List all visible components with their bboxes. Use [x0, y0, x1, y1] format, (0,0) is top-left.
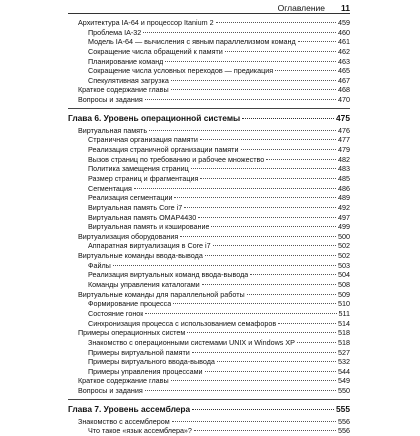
entry-title: Сокращение числа условных переходов — предикация: [88, 66, 274, 76]
dot-leader: [143, 32, 336, 33]
toc-entry: [68, 174, 350, 184]
entry-page-number: 462: [338, 46, 350, 56]
toc-entry: [68, 95, 350, 105]
dot-leader: [198, 217, 336, 218]
entry-page-number: 555: [336, 403, 350, 414]
entry-page-number: 503: [338, 260, 350, 270]
dot-leader: [216, 22, 336, 23]
entry-title: Примеры управления процессами: [88, 366, 203, 376]
dot-leader: [247, 294, 336, 295]
entry-title: Состояние гонок: [88, 308, 144, 318]
entry-title: Реализация сегментации: [88, 193, 173, 203]
entry-page-number: 467: [338, 75, 350, 85]
toc-entry: [68, 66, 350, 76]
dot-leader: [171, 380, 336, 381]
toc-entry: [68, 338, 350, 348]
dot-leader: [174, 197, 336, 198]
entry-page-number: 497: [338, 212, 350, 222]
entry-title: Что такое «язык ассемблера»?: [88, 426, 192, 436]
entry-page-number: 508: [338, 280, 350, 290]
toc-entry: [68, 348, 350, 358]
entry-title: Примеры виртуального ввода-вывода: [88, 357, 215, 367]
entry-title: Файлы: [88, 260, 111, 270]
entry-title: Команды управления каталогами: [88, 280, 200, 290]
entry-page-number: 477: [338, 135, 350, 145]
entry-title: Виртуальная память и кэширование: [88, 222, 210, 232]
dot-leader: [113, 265, 336, 266]
toc-entry: [68, 309, 350, 319]
entry-page-number: 518: [338, 337, 350, 347]
dot-leader: [180, 236, 336, 237]
toc-entry: [68, 251, 350, 261]
entry-title: Архитектура IA-64 и процессор Itanium 2: [78, 18, 214, 27]
entry-title: Глава 7. Уровень ассемблера: [68, 403, 191, 414]
toc-entry: [68, 164, 350, 174]
dot-leader: [225, 51, 336, 52]
dot-leader: [149, 130, 336, 131]
toc-entry: [68, 232, 350, 242]
entry-page-number: 459: [338, 18, 350, 27]
entry-title: Вопросы и задания: [78, 386, 143, 396]
entry-title: Виртуальная память OMAP4430: [88, 212, 197, 222]
table-of-contents: [68, 18, 350, 436]
toc-entry: [68, 213, 350, 223]
dot-leader: [205, 255, 336, 256]
entry-title: Примеры виртуальной памяти: [88, 347, 190, 357]
entry-title: Планирование команд: [88, 56, 164, 66]
chapter-entry: [68, 399, 350, 415]
toc-entry: [68, 85, 350, 95]
toc-entry: [68, 222, 350, 232]
entry-title: Спекулятивная загрузка: [88, 75, 169, 85]
toc-entry: [68, 28, 350, 38]
dot-leader: [165, 61, 336, 62]
toc-entry: [68, 18, 350, 28]
entry-title: Примеры операционных систем: [78, 328, 186, 338]
entry-page-number: 544: [338, 366, 350, 376]
toc-entry: [68, 184, 350, 194]
toc-entry: [68, 357, 350, 367]
entry-title: Реализация виртуальных команд ввода-вывода: [88, 270, 249, 280]
entry-page-number: 460: [338, 27, 350, 37]
dot-leader: [241, 149, 337, 150]
dot-leader: [211, 226, 336, 227]
entry-page-number: 470: [338, 95, 350, 105]
entry-title: Виртуальная память: [78, 125, 148, 135]
entry-title: Виртуальная память Core i7: [88, 202, 183, 212]
entry-page-number: 483: [338, 164, 350, 174]
toc-entry: [68, 386, 350, 396]
entry-title: Модель IA-64 — вычисления с явным параллелизмом команд: [88, 37, 296, 47]
dot-leader: [202, 284, 336, 285]
toc-entry: [68, 367, 350, 377]
entry-title: Виртуальные команды для параллельной работы: [78, 289, 245, 299]
running-header: [68, 0, 350, 14]
entry-title: Синхронизация процесса с использованием семафоров: [88, 318, 277, 328]
toc-entry: [68, 376, 350, 386]
dot-leader: [145, 99, 336, 100]
entry-title: Краткое содержание главы: [78, 85, 169, 95]
entry-title: Виртуальные команды ввода-вывода: [78, 251, 203, 261]
dot-leader: [192, 352, 336, 353]
dot-leader: [200, 178, 336, 179]
dot-leader: [275, 70, 336, 71]
entry-page-number: 482: [338, 154, 350, 164]
entry-page-number: 514: [338, 318, 350, 328]
entry-page-number: 489: [338, 193, 350, 203]
entry-title: Аппаратная виртуализация в Core i7: [88, 241, 211, 251]
entry-title: Размер страниц и фрагментация: [88, 173, 199, 183]
toc-entry: [68, 426, 350, 436]
dot-leader: [213, 245, 336, 246]
dot-leader: [250, 274, 336, 275]
entry-title: Реализация страничной организации памяти: [88, 145, 239, 155]
entry-page-number: 475: [336, 112, 350, 123]
entry-page-number: 502: [338, 251, 350, 261]
dot-leader: [187, 332, 336, 333]
entry-page-number: 527: [338, 347, 350, 357]
dot-leader: [194, 430, 336, 431]
entry-page-number: 463: [338, 56, 350, 66]
toc-entry: [68, 417, 350, 427]
header-title: Оглавление: [277, 3, 325, 13]
toc-entry: [68, 126, 350, 136]
toc-entry: [68, 135, 350, 145]
entry-title: Формирование процесса: [88, 299, 172, 309]
entry-title: Краткое содержание главы: [78, 376, 169, 386]
toc-entry: [68, 280, 350, 290]
entry-page-number: 549: [338, 376, 350, 386]
entry-page-number: 486: [338, 183, 350, 193]
dot-leader: [172, 421, 336, 422]
entry-page-number: 510: [338, 299, 350, 309]
dot-leader: [266, 159, 336, 160]
toc-entry: [68, 155, 350, 165]
entry-page-number: 502: [338, 241, 350, 251]
entry-title: Знакомство с операционными системами UNIX и Windows XP: [88, 337, 295, 347]
entry-page-number: 556: [338, 426, 350, 436]
dot-leader: [200, 139, 336, 140]
entry-page-number: 509: [338, 289, 350, 299]
entry-page-number: 556: [338, 416, 350, 426]
dot-leader: [205, 371, 336, 372]
toc-entry: [68, 319, 350, 329]
entry-title: Виртуализация оборудования: [78, 231, 179, 241]
toc-entry: [68, 193, 350, 203]
entry-page-number: 476: [338, 125, 350, 135]
dot-leader: [173, 303, 336, 304]
dot-leader: [171, 80, 336, 81]
entry-page-number: 485: [338, 173, 350, 183]
dot-leader: [145, 313, 336, 314]
entry-title: Глава 6. Уровень операционной системы: [68, 112, 241, 123]
toc-entry: [68, 261, 350, 271]
dot-leader: [191, 168, 336, 169]
dot-leader: [297, 342, 336, 343]
dot-leader: [134, 188, 336, 189]
entry-title: Сокращение числа обращений к памяти: [88, 46, 223, 56]
toc-entry: [68, 47, 350, 57]
dot-leader: [242, 118, 334, 119]
chapter-entry: [68, 108, 350, 124]
toc-entry: [68, 37, 350, 47]
dot-leader: [192, 409, 334, 410]
entry-page-number: 465: [338, 66, 350, 76]
entry-title: Страничная организация памяти: [88, 135, 198, 145]
entry-title: Политика замещения страниц: [88, 164, 189, 174]
toc-entry: [68, 76, 350, 86]
entry-page-number: 479: [338, 145, 350, 155]
toc-entry: [68, 241, 350, 251]
entry-title: Вопросы и задания: [78, 95, 143, 105]
dot-leader: [184, 207, 336, 208]
dot-leader: [278, 323, 336, 324]
toc-entry: [68, 145, 350, 155]
entry-page-number: 532: [338, 357, 350, 367]
entry-page-number: 499: [338, 222, 350, 232]
toc-entry: [68, 270, 350, 280]
entry-page-number: 461: [338, 37, 350, 47]
header-page-number: 11: [341, 3, 350, 13]
entry-title: Знакомство с ассемблером: [78, 416, 170, 426]
entry-page-number: 511: [338, 308, 350, 318]
entry-title: Проблема IA-32: [88, 27, 142, 37]
dot-leader: [145, 390, 336, 391]
toc-entry: [68, 290, 350, 300]
dot-leader: [171, 89, 336, 90]
dot-leader: [298, 41, 336, 42]
entry-page-number: 468: [338, 85, 350, 95]
entry-page-number: 492: [338, 202, 350, 212]
dot-leader: [217, 361, 336, 362]
entry-page-number: 504: [338, 270, 350, 280]
entry-page-number: 550: [338, 386, 350, 396]
toc-entry: [68, 299, 350, 309]
toc-entry: [68, 57, 350, 67]
entry-page-number: 518: [338, 328, 350, 338]
entry-page-number: 500: [338, 231, 350, 241]
toc-entry: [68, 328, 350, 338]
entry-title: Сегментация: [88, 183, 132, 193]
entry-title: Вызов страниц по требованию и рабочее множество: [88, 154, 265, 164]
toc-entry: [68, 203, 350, 213]
